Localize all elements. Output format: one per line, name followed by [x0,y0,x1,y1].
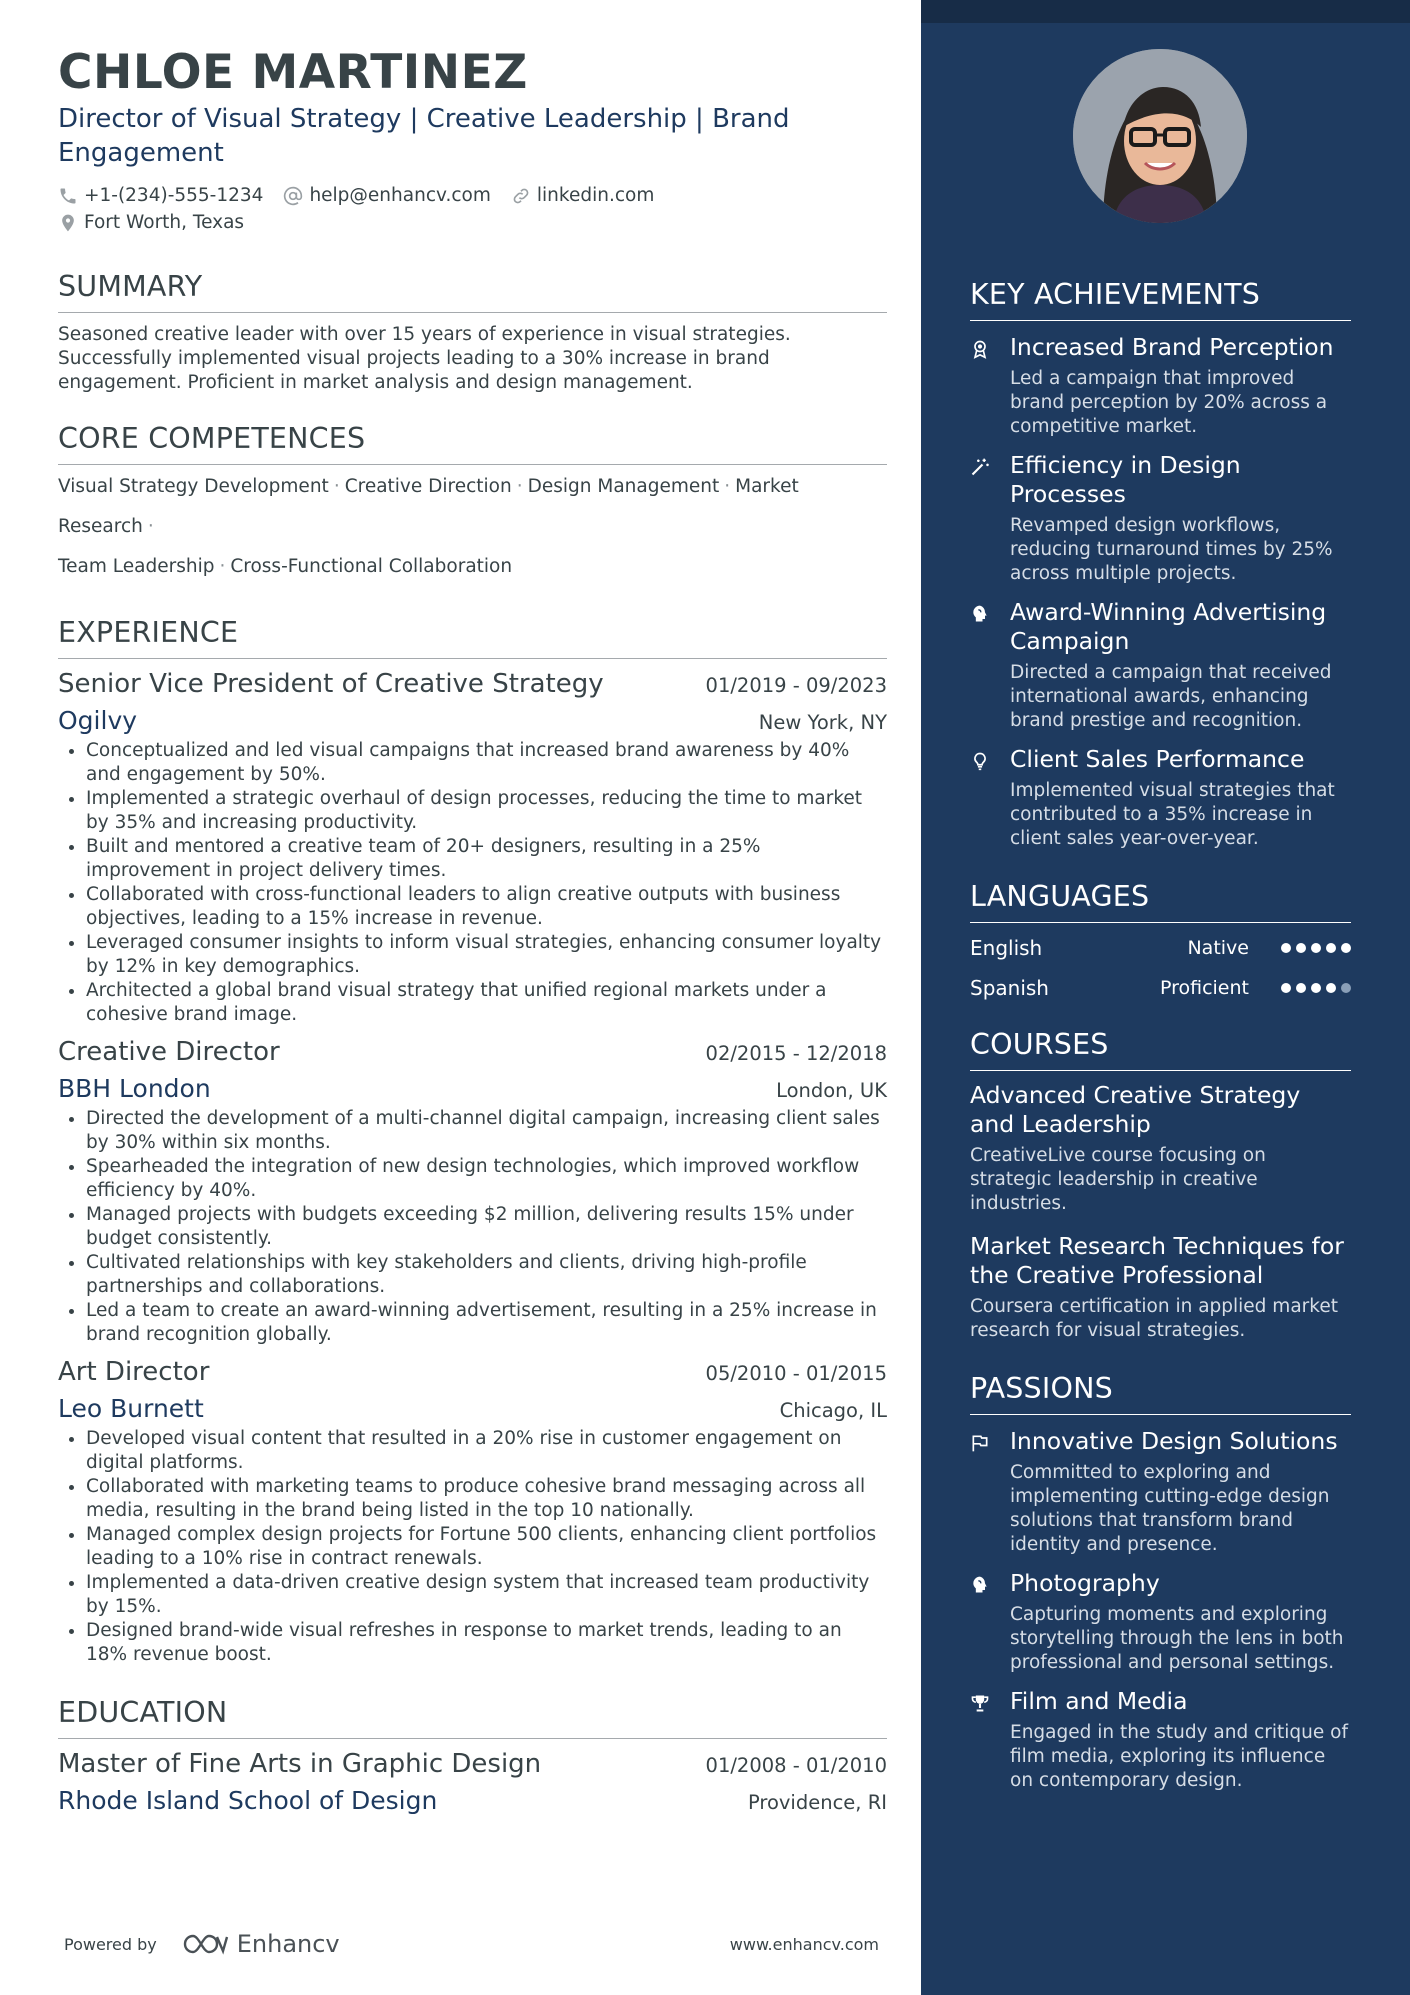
section-title-achievements: KEY ACHIEVEMENTS [970,277,1351,321]
footer [64,1930,879,1958]
achievement-title: Award-Winning Advertising Campaign [1010,598,1327,655]
email-text: help@enhancv.com [309,185,491,206]
job-title: Senior Vice President of Creative Strategy [58,669,604,699]
education-entry [58,1747,887,1817]
job-dates: 05/2010 - 01/2015 [705,1362,887,1385]
link-icon [511,186,531,206]
contact-info [58,182,887,236]
competence-item: Visual Strategy Development [58,476,329,497]
proficiency-dots [1281,983,1351,993]
proficiency-dot-filled [1281,983,1291,993]
phone-contact[interactable] [58,182,263,209]
competences-list: Visual Strategy Development · Creative Direction · Design Management · Market Research · Team Leadership · Cross-Functional Collaboration [58,476,799,577]
job-title: Art Director [58,1357,210,1387]
courses-section [970,1027,1351,1343]
company-name: BBH London [58,1074,211,1103]
job-entry [58,667,887,1027]
company-name: Ogilvy [58,706,138,735]
education-section [58,1695,887,1817]
profile-photo [1073,49,1247,223]
passion-desc: Capturing moments and exploring storytelling through the lens in both professional and personal settings. [1010,1604,1344,1673]
education-dates: 01/2008 - 01/2010 [705,1754,887,1777]
bullet-item: • Collaborated with marketing teams to produce cohesive brand messaging across all media, resulting in the brand being listed in the top 10 nationally. [86,1475,887,1523]
section-title-summary: SUMMARY [58,269,887,313]
proficiency-dot-filled [1311,983,1321,993]
sidebar [921,0,1410,1995]
language-item [970,933,1351,963]
experience-section [58,615,887,1667]
course-item [970,1232,1351,1343]
footer-url[interactable]: www.enhancv.com [729,1934,879,1954]
flag-icon [970,1433,990,1453]
bullet-item: • Implemented a strategic overhaul of design processes, reducing the time to market by 35% and increasing productivity. [86,787,887,835]
brain-icon [970,604,990,624]
award-ribbon-icon [970,339,990,359]
competence-item: Market Research [58,476,799,537]
school-location: Providence, RI [747,1791,887,1814]
achievement-title: Client Sales Performance [1010,745,1305,773]
magic-wand-icon [970,457,990,477]
course-desc: CreativeLive course focusing on strategic leadership in creative industries. [970,1145,1266,1214]
section-title-education: EDUCATION [58,1695,887,1739]
proficiency-dot-filled [1311,943,1321,953]
job-bullets [58,1107,887,1347]
job-entry [58,1355,887,1667]
section-title-passions: PASSIONS [970,1371,1351,1415]
competence-item: Design Management [527,476,720,497]
phone-icon [58,186,78,206]
at-icon [283,186,303,206]
achievement-desc: Implemented visual strategies that contributed to a 35% increase in client sales year-over-year. [1010,780,1335,849]
passion-title: Photography [1010,1569,1160,1597]
job-dates: 01/2019 - 09/2023 [705,674,887,697]
bullet-item: • Managed projects with budgets exceeding $2 million, delivering results 15% under budget consistently. [86,1203,887,1251]
proficiency-dot-filled [1296,943,1306,953]
powered-by-label: Powered by [64,1934,157,1954]
passion-item [970,1427,1351,1557]
summary-text: Seasoned creative leader with over 15 years of experience in visual strategies. Successfully implemented visual projects leading to a 30% increase in brand engagement. Proficient in market analysis and design management. [58,324,791,393]
course-title: Market Research Techniques for the Creative Professional [970,1232,1344,1289]
brand-name: Enhancv [236,1930,340,1958]
passion-item [970,1569,1351,1675]
enhancv-logo-icon [183,1932,229,1956]
location-text: Fort Worth, Texas [84,212,245,233]
proficiency-dot-filled [1341,943,1351,953]
bullet-item: • Spearheaded the integration of new design technologies, which improved workflow efficiency by 40%. [86,1155,887,1203]
headline: Director of Visual Strategy | Creative Leadership | Brand Engagement [58,104,790,168]
bullet-item: • Led a team to create an award-winning advertisement, resulting in a 25% increase in brand recognition globally. [86,1299,887,1347]
language-name: English [970,936,1043,960]
achievement-desc: Led a campaign that improved brand perception by 20% across a competitive market. [1010,368,1328,437]
competence-item: Creative Direction [344,476,512,497]
sidebar-top-bar [921,0,1410,23]
achievement-item [970,333,1351,439]
bullet-item: • Leveraged consumer insights to inform visual strategies, enhancing consumer loyalty by 12% in key demographics. [86,931,887,979]
bullet-item: • Developed visual content that resulted in a 20% rise in customer engagement on digital platforms. [86,1427,887,1475]
proficiency-dot-empty [1341,983,1351,993]
job-bullets [58,1427,887,1667]
competence-item: Team Leadership [58,556,215,577]
email-contact[interactable] [283,182,490,209]
achievement-desc: Directed a campaign that received international awards, enhancing brand prestige and recognition. [1010,662,1332,731]
enhancv-logo[interactable] [183,1930,340,1958]
job-bullets [58,739,887,1027]
achievement-title: Increased Brand Perception [1010,333,1334,361]
section-title-competences: CORE COMPETENCES [58,421,887,465]
competences-section [58,421,887,587]
trophy-icon [970,1693,990,1713]
bullet-item: • Managed complex design projects for Fortune 500 clients, enhancing client portfolios leading to a 10% rise in contract renewals. [86,1523,887,1571]
avatar [1073,49,1247,223]
section-title-languages: LANGUAGES [970,879,1351,923]
degree-title: Master of Fine Arts in Graphic Design [58,1749,542,1779]
job-entry [58,1035,887,1347]
bullet-item: • Conceptualized and led visual campaigns that increased brand awareness by 40% and engagement by 50%. [86,739,887,787]
proficiency-dot-filled [1281,943,1291,953]
phone-text: +1-(234)-555-1234 [84,185,264,206]
bullet-item: • Designed brand-wide visual refreshes in response to market trends, leading to an 18% revenue boost. [86,1619,887,1667]
bullet-item: • Cultivated relationships with key stakeholders and clients, driving high-profile partnerships and collaborations. [86,1251,887,1299]
job-dates: 02/2015 - 12/2018 [705,1042,887,1065]
achievement-item [970,451,1351,586]
section-title-experience: EXPERIENCE [58,615,887,659]
language-name: Spanish [970,976,1049,1000]
bullet-item: • Directed the development of a multi-channel digital campaign, increasing client sales by 30% within six months. [86,1107,887,1155]
company-name: Leo Burnett [58,1394,204,1423]
passion-title: Film and Media [1010,1687,1188,1715]
languages-section [970,879,1351,1003]
school-name: Rhode Island School of Design [58,1786,438,1815]
achievement-desc: Revamped design workflows, reducing turnaround times by 25% across multiple projects. [1010,515,1333,584]
passion-desc: Engaged in the study and critique of film media, exploring its influence on contemporary design. [1010,1722,1348,1791]
proficiency-dot-filled [1326,983,1336,993]
language-level: Native [1187,937,1249,959]
bullet-item: • Collaborated with cross-functional leaders to align creative outputs with business objectives, leading to a 15% increase in revenue. [86,883,887,931]
location-contact [58,209,244,236]
course-desc: Coursera certification in applied market research for visual strategies. [970,1296,1338,1341]
passion-title: Innovative Design Solutions [1010,1427,1338,1455]
achievement-title: Efficiency in Design Processes [1010,451,1241,508]
proficiency-dot-filled [1326,943,1336,953]
lightbulb-icon [970,751,990,771]
summary-section [58,269,887,395]
brain-icon [970,1575,990,1595]
job-location: Chicago, IL [779,1399,887,1422]
passion-desc: Committed to exploring and implementing cutting-edge design solutions that transform brand identity and presence. [1010,1462,1330,1555]
job-location: London, UK [776,1079,887,1102]
proficiency-dot-filled [1296,983,1306,993]
job-location: New York, NY [758,711,887,734]
course-title: Advanced Creative Strategy and Leadership [970,1081,1301,1138]
achievements-section [970,277,1351,851]
bullet-item: • Architected a global brand visual strategy that unified regional markets under a cohesive brand image. [86,979,887,1027]
competence-item: Cross-Functional Collaboration [230,556,513,577]
map-pin-icon [58,213,78,233]
bullet-item: • Implemented a data-driven creative design system that increased team productivity by 15%. [86,1571,887,1619]
linkedin-contact[interactable] [511,182,654,209]
language-level: Proficient [1159,977,1249,999]
course-item [970,1081,1351,1216]
language-item [970,973,1351,1003]
proficiency-dots [1281,943,1351,953]
achievement-item [970,745,1351,851]
bullet-item: • Built and mentored a creative team of 20+ designers, resulting in a 25% improvement in project delivery times. [86,835,887,883]
section-title-courses: COURSES [970,1027,1351,1071]
achievement-item [970,598,1351,733]
job-title: Creative Director [58,1037,280,1067]
passions-section [970,1371,1351,1793]
linkedin-text: linkedin.com [536,185,655,206]
passion-item [970,1687,1351,1793]
candidate-name: CHLOE MARTINEZ [58,45,528,100]
